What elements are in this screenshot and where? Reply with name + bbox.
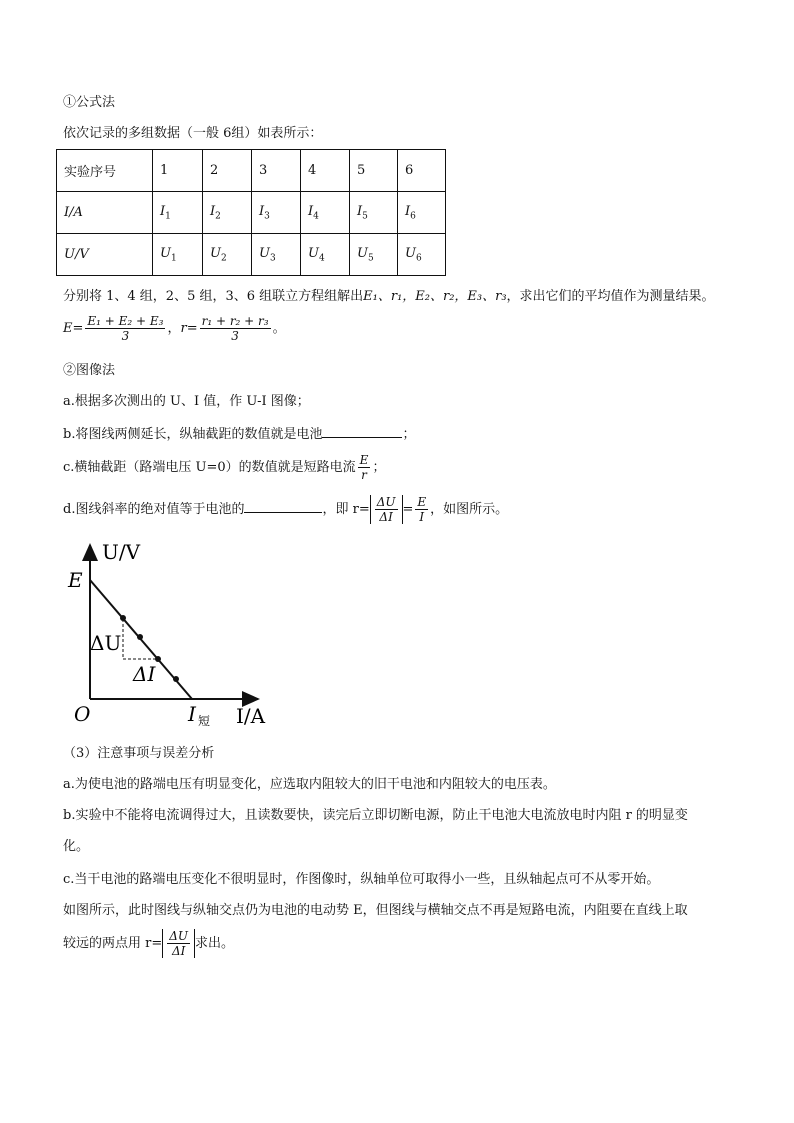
ui-graph [60, 537, 300, 737]
table-row [57, 234, 446, 276]
method2-title: ②图像法 [63, 363, 116, 378]
notes-title: （3）注意事项与误差分析 [63, 746, 215, 761]
table-cell: $I_1$ [153, 192, 203, 234]
x-axis-label: I/A [236, 704, 266, 728]
table-row-label: I/A [57, 192, 153, 234]
table-cell: $U_6$ [398, 234, 446, 276]
method2-step-d: d.图线斜率的绝对值等于电池的 ，即 r= $\frac{\Delta U}{\Delta I}$ = $\frac{E}{I}$ ，如图所示。 [63, 495, 509, 524]
data-point [155, 656, 161, 662]
notes-b-line2: 化。 [63, 839, 90, 854]
notes-d-line1: 如图所示，此时图线与纵轴交点仍为电池的电动势 E，但图线与横轴交点不再是短路电流，内阻要在直线上取 [63, 903, 688, 918]
x-intercept-label: I [188, 702, 196, 726]
table-cell: $U_1$ [153, 234, 203, 276]
table-row-label: U/V [57, 234, 153, 276]
table-cell: $I_6$ [398, 192, 446, 234]
table-header-cell: 2 [203, 150, 252, 192]
origin-label: O [74, 702, 91, 726]
table-cell: $U_4$ [301, 234, 350, 276]
solve-sentence: 分别将 1、4 组，2、5 组，3、6 组联立方程组解出E₁、r₁，E₂、r₂，E₃、r₃，求出它们的平均值作为测量结果。 [63, 289, 715, 304]
method2-step-c: c.横轴截距（路端电压 U=0）的数值就是短路电流 $\frac{E}{r}$ ； [63, 453, 386, 482]
average-formula: E= $\frac{\text{E₁ + E₂ + E₃}}{3}$ ，r= $\frac{\text{r₁ + r₂ + r₃}}{3}$ 。 [63, 314, 286, 343]
data-point [137, 634, 143, 640]
table-cell: $I_4$ [301, 192, 350, 234]
notes-c: c.当干电池的路端电压变化不很明显时，作图像时，纵轴单位可取得小一些，且纵轴起点可不从零开始。 [63, 872, 660, 887]
table-cell: $U_5$ [350, 234, 398, 276]
method1-intro: 依次记录的多组数据（一般 6组）如表所示： [63, 126, 323, 141]
method1-title: ①公式法 [63, 95, 116, 110]
table-cell: $I_2$ [203, 192, 252, 234]
data-point [120, 615, 126, 621]
table-header-cell: 4 [301, 150, 350, 192]
y-intercept-label: E [68, 568, 83, 592]
method2-step-b: b.将图线两侧延长，纵轴截距的数值就是电池 ； [63, 427, 416, 442]
table-row [57, 192, 446, 234]
table-header-cell: 1 [153, 150, 203, 192]
notes-a: a.为使电池的路端电压有明显变化，应选取内阻较大的旧干电池和内阻较大的电压表。 [63, 777, 556, 792]
notes-b-line1: b.实验中不能将电流调得过大，且读数要快，读完后立即切断电源，防止干电池大电流放电时内阻 r 的明显变 [63, 808, 688, 823]
table-cell: $U_2$ [203, 234, 252, 276]
method2-step-a: a.根据多次测出的 U、I 值，作 U-I 图像； [63, 394, 310, 409]
data-point [173, 676, 179, 682]
table-header-cell: 3 [252, 150, 301, 192]
notes-d-line2: 较远的两点用 r= $\frac{\Delta U}{\Delta I}$ 求出。 [63, 929, 235, 958]
table-cell: $I_3$ [252, 192, 301, 234]
table-row [57, 150, 446, 192]
table-cell: $I_5$ [350, 192, 398, 234]
delta-i-label: ΔI [133, 662, 156, 686]
data-table [56, 149, 446, 276]
x-intercept-subscript: 短 [198, 714, 211, 728]
table-header-cell: 6 [398, 150, 446, 192]
table-header-cell: 5 [350, 150, 398, 192]
delta-u-label: ΔU [90, 631, 122, 655]
y-axis-label: U/V [102, 540, 141, 564]
table-header-cell: 实验序号 [57, 150, 153, 192]
table-cell: $U_3$ [252, 234, 301, 276]
